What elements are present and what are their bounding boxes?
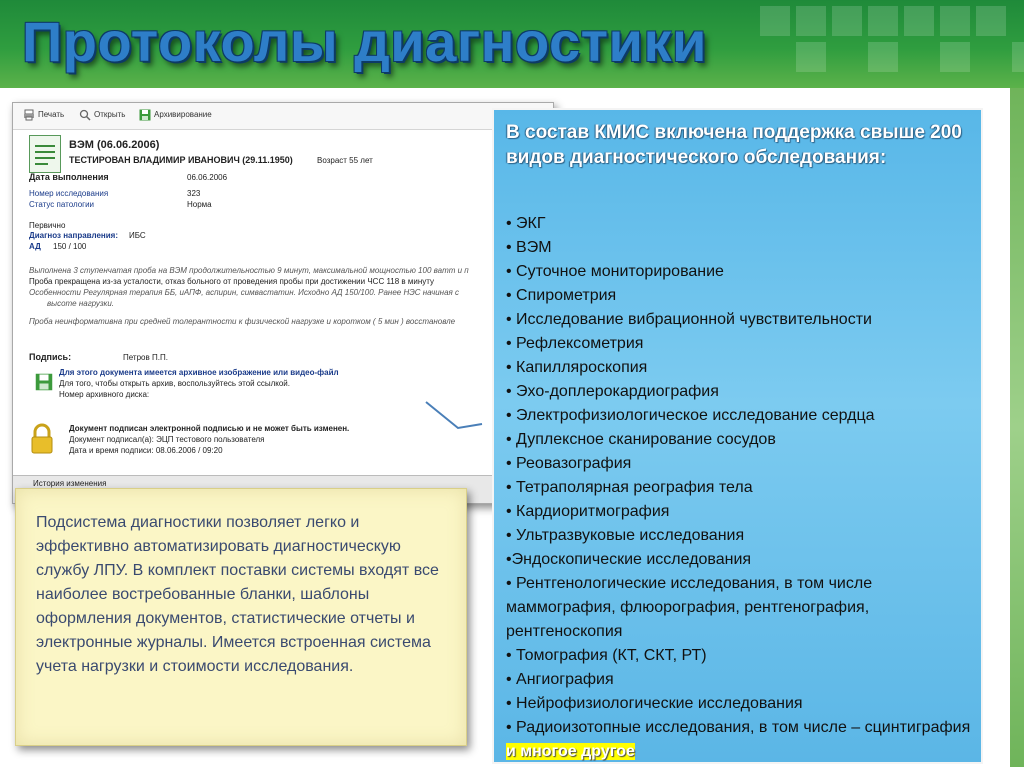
history-label: История изменения xyxy=(33,479,107,488)
signed-by: Документ подписал(а): ЭЦП тестового пользователя xyxy=(69,435,265,444)
list-item: • Спирометрия xyxy=(506,287,617,304)
signature-value: Петров П.П. xyxy=(123,353,168,362)
exam-title: ВЭМ (06.06.2006) xyxy=(69,139,160,151)
archive-disk: Номер архивного диска: xyxy=(59,390,150,399)
ad-value: 150 / 100 xyxy=(53,242,87,251)
side-decoration xyxy=(1010,88,1024,767)
list-item: • ВЭМ xyxy=(506,239,552,256)
list-item xyxy=(506,716,971,764)
header-banner xyxy=(0,0,1024,88)
list-item: • Рентгенологические исследования, в том числе маммография, флюорография, рентгенография, рентгеноскопия xyxy=(506,575,873,640)
referral-value: ИБС xyxy=(129,231,146,240)
list-item: • Рефлексометрия xyxy=(506,335,644,352)
exam-text: Проба прекращена из-за усталости, отказ больного от проведения пробы при достижении ЧСС 118 в минуту xyxy=(29,277,435,286)
exam-text: Особенности Регулярная терапия ББ, иАПФ, аспирин, симвастатин. Исходно АД 150/100. Ранее НЭС начиная с xyxy=(29,288,460,297)
list-item: • Ультразвуковые исследования xyxy=(506,527,745,544)
date-value: 06.06.2006 xyxy=(187,173,228,182)
list-item: • Тетраполярная реография тела xyxy=(506,479,753,496)
print-button[interactable]: Печать xyxy=(23,109,64,121)
search-icon xyxy=(79,109,91,121)
signature-label: Подпись: xyxy=(29,352,72,362)
page-title: Протоколы диагностики xyxy=(22,10,707,73)
diagnostics-list xyxy=(506,212,971,764)
printer-icon xyxy=(23,109,35,121)
status-value: Норма xyxy=(187,200,212,209)
list-item-text: • Радиоизотопные исследования, в том числе – сцинтиграфия xyxy=(506,719,971,736)
exam-conclusion: Проба неинформативна при средней толерантности к физической нагрузке и коротком ( 5 мин ) восстановле xyxy=(29,317,456,326)
number-value: 323 xyxy=(187,189,201,198)
diagnostics-panel xyxy=(492,108,983,764)
note-text: Подсистема диагностики позволяет легко и эффективно автоматизировать диагностическую службу ЛПУ. В комплект поставки системы входят все наиболее востребованные бланки, шаблоны оформления документов, статистические отчеты и электронные журналы. Имеется встроенная система учета нагрузки и стоимости исследования. xyxy=(36,514,439,675)
highlight-text: и многое другое xyxy=(506,743,635,760)
panel-heading: В состав КМИС включена поддержка свыше 200 видов диагностического обследования: xyxy=(506,122,962,168)
signed-date: Дата и время подписи: 08.06.2006 / 09:20 xyxy=(69,446,223,455)
date-label: Дата выполнения xyxy=(29,172,109,182)
toolbar xyxy=(13,103,553,130)
list-item: • Реовазография xyxy=(506,455,632,472)
open-button[interactable]: Открыть xyxy=(79,109,125,121)
list-item: • Исследование вибрационной чувствительности xyxy=(506,311,872,328)
patient-age: Возраст 55 лет xyxy=(317,156,373,165)
list-item: • Суточное мониторирование xyxy=(506,263,724,280)
list-item: • Электрофизиологическое исследование сердца xyxy=(506,407,875,424)
patient-name: ТЕСТИРОВАН ВЛАДИМИР ИВАНОВИЧ (29.11.1950) xyxy=(69,155,293,165)
floppy-disk-icon xyxy=(35,373,53,391)
list-item: •Эндоскопические исследования xyxy=(506,551,752,568)
exam-text: высоте нагрузки. xyxy=(47,299,114,308)
list-item: • Дуплексное сканирование сосудов xyxy=(506,431,776,448)
referral-label: Диагноз направления: xyxy=(29,231,118,240)
list-item: • Ангиография xyxy=(506,671,614,688)
exam-text: Выполнена 3 ступенчатая проба на ВЭМ продолжительностью 9 минут, максимальной мощностью 100 ватт и п xyxy=(29,266,469,275)
archive-note: Для этого документа имеется архивное изображение или видео-файл xyxy=(59,368,339,377)
list-item: • Эхо-доплерокардиография xyxy=(506,383,719,400)
first-visit: Первично xyxy=(29,221,66,230)
ad-label: АД xyxy=(29,242,41,251)
list-item: • Капилляроскопия xyxy=(506,359,648,376)
list-item: • Нейрофизиологические исследования xyxy=(506,695,803,712)
app-screenshot xyxy=(12,102,554,504)
callout-line xyxy=(424,398,484,434)
list-item: • ЭКГ xyxy=(506,215,546,232)
signed-note: Документ подписан электронной подписью и не может быть изменен. xyxy=(69,424,350,433)
archive-button[interactable]: Архивирование xyxy=(139,109,212,121)
number-label: Номер исследования xyxy=(29,189,109,198)
floppy-disk-icon xyxy=(139,109,151,121)
list-item: • Томография (КТ, СКТ, РТ) xyxy=(506,647,707,664)
list-item: • Кардиоритмография xyxy=(506,503,670,520)
document-icon xyxy=(29,135,61,173)
lock-icon xyxy=(29,423,55,455)
status-label: Статус патологии xyxy=(29,200,95,209)
description-note xyxy=(15,488,467,746)
archive-link[interactable]: Для того, чтобы открыть архив, воспользуйтесь этой ссылкой. xyxy=(59,379,290,388)
